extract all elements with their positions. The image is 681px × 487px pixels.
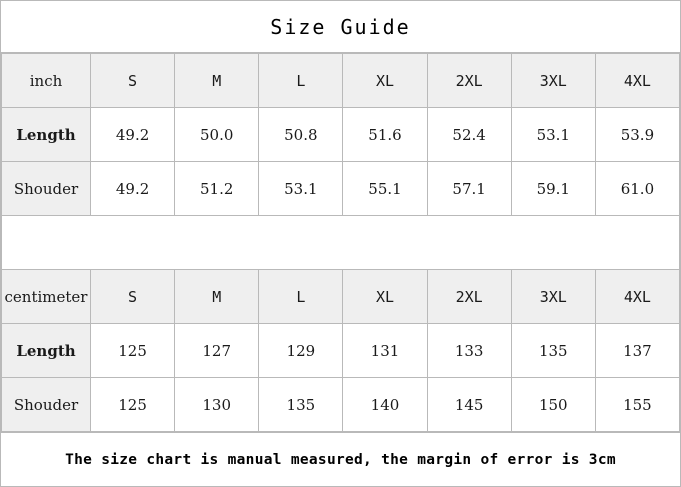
spacer-cell <box>259 216 343 270</box>
unit-label-centimeter: centimeter <box>2 270 91 324</box>
cell-shouder-inch-l: 53.1 <box>259 162 343 216</box>
size-header-cm-xl: XL <box>343 270 427 324</box>
cell-shouder-inch-s: 49.2 <box>91 162 175 216</box>
cell-length-cm-4xl: 137 <box>595 324 679 378</box>
size-header-2xl: 2XL <box>427 54 511 108</box>
cell-shouder-cm-s: 125 <box>91 378 175 432</box>
cell-shouder-inch-m: 51.2 <box>175 162 259 216</box>
size-table <box>1 53 680 432</box>
cell-length-inch-s: 49.2 <box>91 108 175 162</box>
cell-length-cm-m: 127 <box>175 324 259 378</box>
row-label-shouder-inch: Shouder <box>2 162 91 216</box>
cell-length-inch-l: 50.8 <box>259 108 343 162</box>
row-label-length-inch: Length <box>2 108 91 162</box>
size-header-cm-s: S <box>91 270 175 324</box>
size-header-cm-m: M <box>175 270 259 324</box>
cell-shouder-cm-m: 130 <box>175 378 259 432</box>
size-header-3xl: 3XL <box>511 54 595 108</box>
cell-length-inch-xl: 51.6 <box>343 108 427 162</box>
cell-length-cm-s: 125 <box>91 324 175 378</box>
cell-length-inch-m: 50.0 <box>175 108 259 162</box>
cell-length-inch-4xl: 53.9 <box>595 108 679 162</box>
cell-length-cm-2xl: 133 <box>427 324 511 378</box>
title-bar <box>1 1 680 53</box>
spacer-cell <box>2 216 91 270</box>
cell-length-cm-l: 129 <box>259 324 343 378</box>
cell-shouder-inch-xl: 55.1 <box>343 162 427 216</box>
table-row <box>2 324 680 378</box>
row-label-shouder-cm: Shouder <box>2 378 91 432</box>
cell-shouder-cm-2xl: 145 <box>427 378 511 432</box>
size-header-m: M <box>175 54 259 108</box>
size-header-xl: XL <box>343 54 427 108</box>
cell-shouder-inch-4xl: 61.0 <box>595 162 679 216</box>
cell-length-cm-3xl: 135 <box>511 324 595 378</box>
size-header-cm-4xl: 4XL <box>595 270 679 324</box>
size-header-4xl: 4XL <box>595 54 679 108</box>
measurement-disclaimer: The size chart is manual measured, the margin of error is 3cm <box>65 451 616 468</box>
spacer-cell <box>595 216 679 270</box>
page-title: Size Guide <box>270 14 411 39</box>
cell-shouder-cm-l: 135 <box>259 378 343 432</box>
size-header-l: L <box>259 54 343 108</box>
footer-bar <box>1 432 680 486</box>
table-row <box>2 270 680 324</box>
spacer-cell <box>427 216 511 270</box>
cell-shouder-cm-3xl: 150 <box>511 378 595 432</box>
size-header-cm-l: L <box>259 270 343 324</box>
table-spacer-row <box>2 216 680 270</box>
size-header-cm-2xl: 2XL <box>427 270 511 324</box>
spacer-cell <box>343 216 427 270</box>
cell-shouder-cm-xl: 140 <box>343 378 427 432</box>
cell-length-inch-3xl: 53.1 <box>511 108 595 162</box>
table-row <box>2 162 680 216</box>
spacer-cell <box>175 216 259 270</box>
table-row <box>2 54 680 108</box>
spacer-cell <box>511 216 595 270</box>
cell-length-cm-xl: 131 <box>343 324 427 378</box>
cell-length-inch-2xl: 52.4 <box>427 108 511 162</box>
table-row <box>2 378 680 432</box>
cell-shouder-cm-4xl: 155 <box>595 378 679 432</box>
unit-label-inch: inch <box>2 54 91 108</box>
cell-shouder-inch-2xl: 57.1 <box>427 162 511 216</box>
size-header-cm-3xl: 3XL <box>511 270 595 324</box>
spacer-cell <box>91 216 175 270</box>
cell-shouder-inch-3xl: 59.1 <box>511 162 595 216</box>
row-label-length-cm: Length <box>2 324 91 378</box>
table-row <box>2 108 680 162</box>
size-header-s: S <box>91 54 175 108</box>
